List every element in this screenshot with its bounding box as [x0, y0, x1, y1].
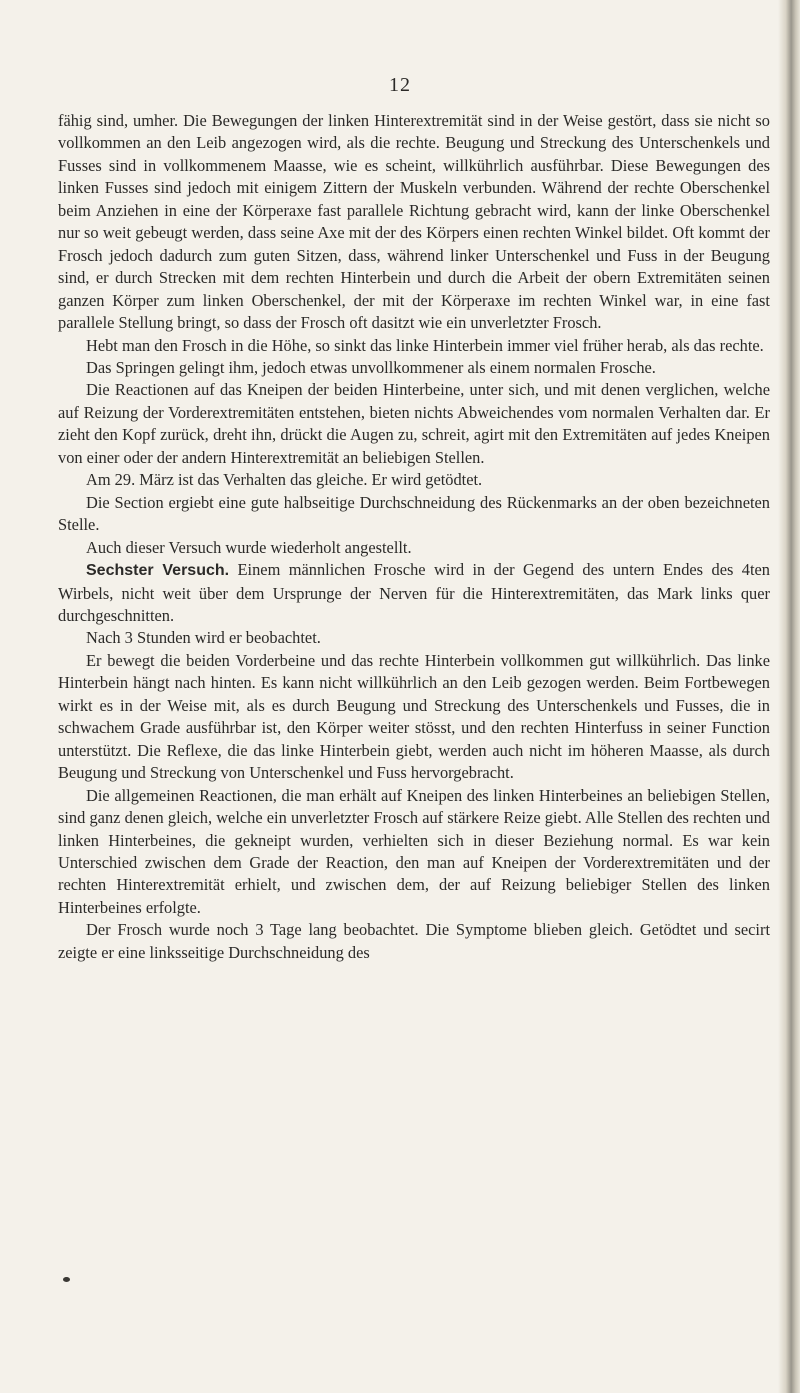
paragraph: Hebt man den Frosch in die Höhe, so sinkt das linke Hinterbein immer viel früher herab, als das rechte. — [86, 335, 764, 355]
paragraph: Die allgemeinen Reactionen, die man erhält auf Kneipen des linken Hinterbeines an beliebigen Stellen, sind ganz denen gleich, welche ein unverletzter Frosch auf stärkere Reize giebt. Alle Stellen des rechten und linken Hinterbeines, die gekneipt wurden, verhielten sich in dieser Beziehung normal. Es war kein Unterschied zwischen dem Grade der Reaction, den man auf Kneipen der Vorderextremitäten und der rechten Hinterextremität erhielt, und zwischen dem, der auf Reizung beliebiger Stellen des linken Hinterbeines erfolgte. — [58, 785, 770, 917]
ink-speck — [63, 1277, 70, 1282]
body-text — [58, 110, 770, 964]
paragraph: Er bewegt die beiden Vorderbeine und das rechte Hinterbein vollkommen gut willkührlich. Das linke Hinterbein hängt nach hinten. Es kann nicht willkührlich an den Leib gezogen werden. Beim Fortbewegen wirkt es in der Weise mit, als es durch Beugung und Streckung des Unterschenkels und Fusses, die in schwachem Grade ausführbar ist, den Körper weiter stösst, und den rechten Hinterfuss in seiner Function unterstützt. Die Reflexe, die das linke Hinterbein giebt, werden auch nicht im höheren Maasse, als durch Beugung und Streckung von Unterschenkel und Fuss hervorgebracht. — [58, 650, 770, 783]
paragraph: Das Springen gelingt ihm, jedoch etwas unvollkommener als einem normalen Frosche. — [86, 357, 656, 377]
paragraph: Nach 3 Stunden wird er beobachtet. — [86, 628, 321, 648]
experiment-paragraph — [58, 559, 770, 627]
experiment-text: Einem männlichen Frosche wird in der Gegend des untern Endes des 4ten Wirbels, nicht weit über dem Ursprunge der Nerven für die Hinterextremitäten, das Mark links quer durchgeschnitten. — [58, 560, 771, 625]
paragraph: Am 29. März ist das Verhalten das gleiche. Er wird getödtet. — [86, 470, 483, 490]
paragraph-continued: fähig sind, umher. Die Bewegungen der linken Hinterextremität sind in der Weise gestört, dass sie nicht so vollkommen an den Leib angezogen wird, als die rechte. Beugung und Streckung des Unterschenkels und Fusses sind in vollkommenem Maasse, wie es scheint, willkührlich ausführbar. Diese Bewegungen des linken Fusses sind jedoch mit einigem Zittern der Muskeln verbunden. Während der rechte Oberschenkel beim Anziehen in eine der Körperaxe fast parallele Richtung gebracht wird, kann der linke Oberschenkel nur so weit gebeugt werden, dass seine Axe mit der des Körpers einen rechten Winkel bildet. Oft kommt der Frosch jedoch dadurch zum guten Sitzen, dass, während linker Unterschenkel und Fuss in der Beugung sind, er durch Strecken mit dem rechten Hinterbein und durch die Arbeit der obern Extremitäten seinen ganzen Körper zum linken Oberschenkel, der mit der Körperaxe im rechten Winkel war, in eine fast parallele Stellung bringt, so dass der Frosch oft dasitzt wie ein unverletzter Frosch. — [58, 111, 770, 333]
experiment-heading: Sechster Versuch. — [86, 562, 230, 580]
page-number: 12 — [389, 74, 411, 96]
paragraph: Auch dieser Versuch wurde wiederholt angestellt. — [86, 537, 412, 557]
page-edge-shadow — [778, 0, 800, 1393]
paragraph: Die Reactionen auf das Kneipen der beiden Hinterbeine, unter sich, und mit denen verglichen, welche auf Reizung der Vorderextremitäten entstehen, bieten nichts Abweichendes vom normalen Verhalten dar. Er zieht den Kopf zurück, dreht ihn, drückt die Augen zu, schreit, agirt mit den Extremitäten auf jedes Kneipen von einer oder der andern Hinterextremität an beliebigen Stellen. — [58, 380, 770, 467]
paragraph: Die Section ergiebt eine gute halbseitige Durchschneidung des Rückenmarks an der oben bezeichneten Stelle. — [58, 492, 770, 535]
paragraph: Der Frosch wurde noch 3 Tage lang beobachtet. Die Symptome blieben gleich. Getödtet und secirt zeigte er eine linksseitige Durchschneidung des — [58, 920, 770, 962]
